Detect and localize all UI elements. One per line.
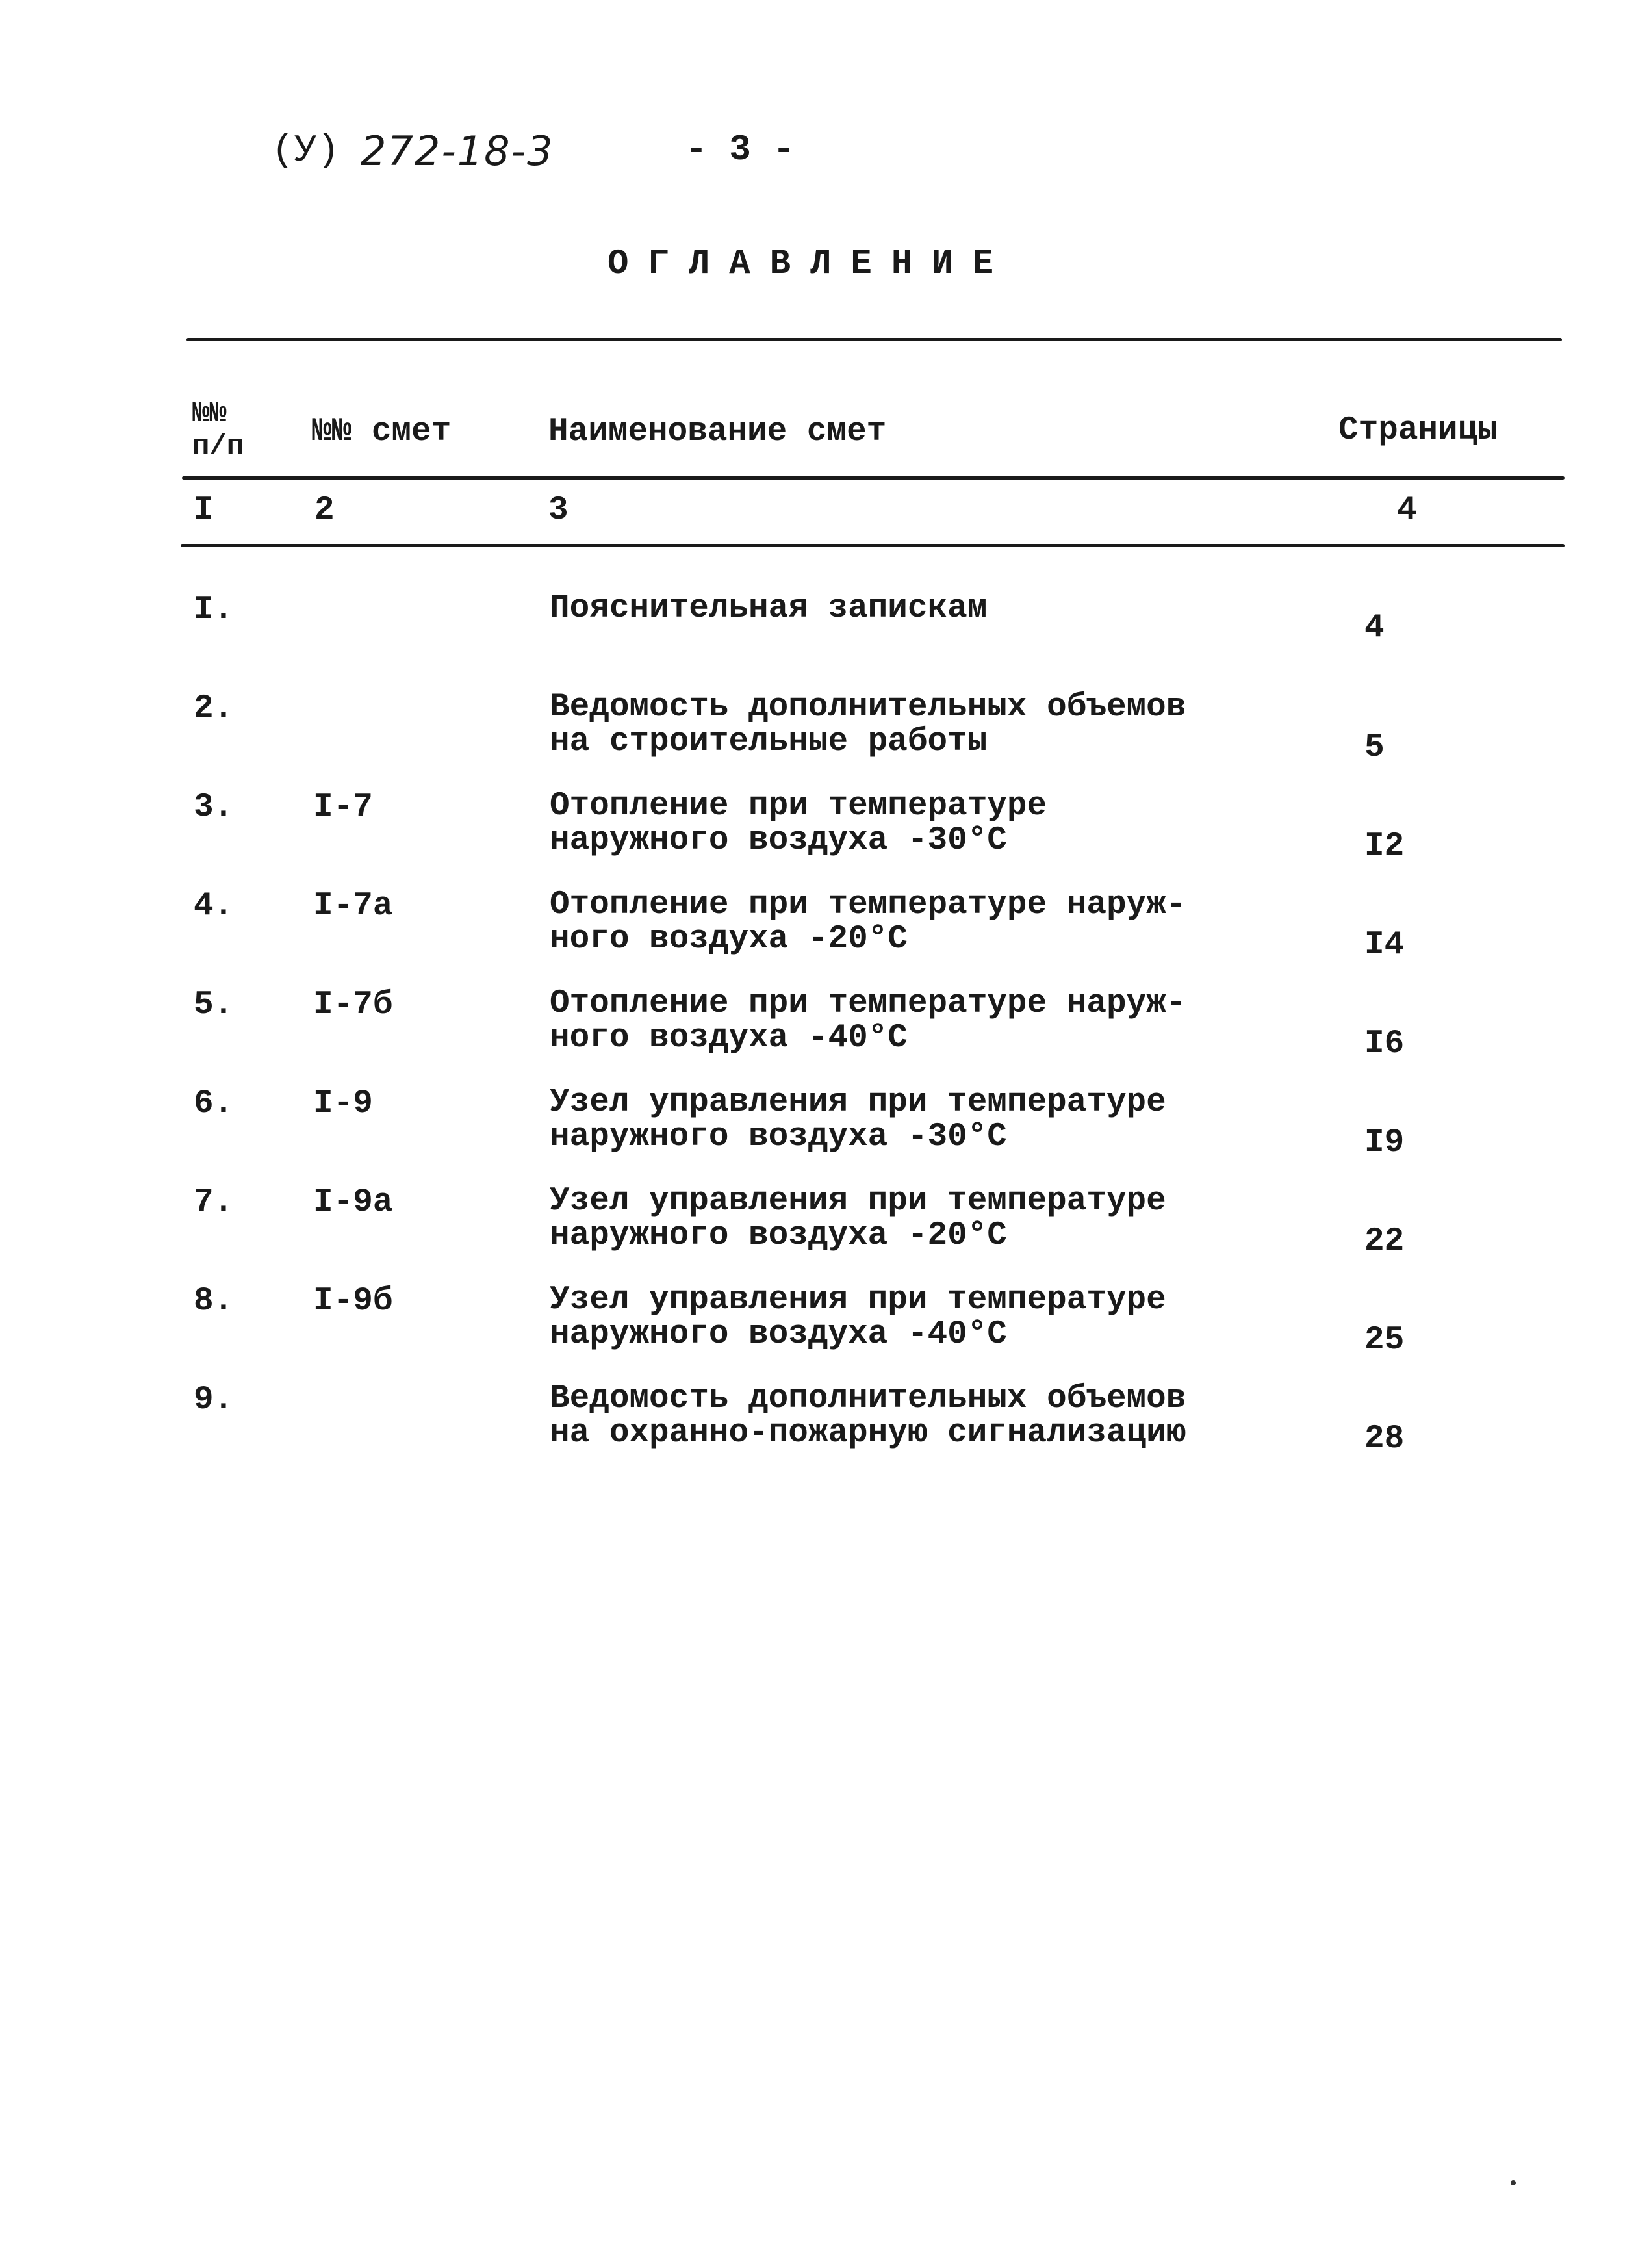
toc-row (0, 1085, 1636, 1183)
estimate-code: I-9а (313, 1184, 393, 1221)
header-rule (182, 476, 1565, 480)
doc-code-prefix: (У) (272, 130, 340, 172)
doc-code-handwritten: 272-18-3 (361, 127, 554, 175)
estimate-name: Узел управления при температуре наружного воздуха -20°С (550, 1183, 1166, 1254)
row-number: 2. (194, 690, 234, 727)
page-ref: 25 (1364, 1322, 1405, 1359)
column-numbers-rule (181, 544, 1565, 547)
estimate-name: Отопление при температуре наруж- ного воздуха -40°С (550, 985, 1186, 1057)
toc-row (0, 1184, 1636, 1282)
estimate-name: Ведомость дополнительных объемов на строительные работы (550, 689, 1186, 760)
col-header-pages: Страницы (1338, 412, 1498, 449)
page-ref: I6 (1364, 1025, 1405, 1063)
toc-row (0, 591, 1636, 689)
col-num-3: 3 (548, 492, 569, 529)
col-num-2: 2 (314, 492, 335, 529)
estimate-name: Отопление при температуре наруж- ного воздуха -20°С (550, 886, 1186, 958)
row-number: 3. (194, 789, 234, 826)
page-number: - 3 - (685, 129, 795, 170)
toc-row (0, 1382, 1636, 1479)
speck (1511, 2180, 1516, 2185)
page-title: ОГЛАВЛЕНИЕ (607, 244, 1014, 284)
row-number: 9. (194, 1382, 234, 1419)
row-number: I. (194, 591, 234, 628)
col-header-num: №№ п/п (192, 398, 244, 463)
estimate-name: Пояснительная запискам (550, 590, 988, 627)
top-rule (186, 338, 1562, 341)
col-num-1: I (194, 492, 214, 529)
page-ref: 22 (1364, 1223, 1405, 1260)
row-number: 5. (194, 986, 234, 1024)
page-ref: 28 (1364, 1421, 1405, 1458)
row-number: 8. (194, 1283, 234, 1320)
page-ref: 5 (1364, 729, 1385, 766)
estimate-name: Узел управления при температуре наружного воздуха -40°С (550, 1282, 1166, 1353)
toc-row (0, 789, 1636, 886)
page-ref: I9 (1364, 1124, 1405, 1161)
row-number: 4. (194, 888, 234, 925)
toc-row (0, 986, 1636, 1084)
page-ref: I2 (1364, 828, 1405, 865)
row-number: 7. (194, 1184, 234, 1221)
col-header-code: №№ смет (312, 413, 452, 450)
estimate-code: I-7б (313, 986, 393, 1024)
page-ref: 4 (1364, 610, 1385, 647)
estimate-code: I-9 (313, 1085, 373, 1122)
row-number: 6. (194, 1085, 234, 1122)
estimate-name: Узел управления при температуре наружного воздуха -30°С (550, 1084, 1166, 1155)
estimate-name: Ведомость дополнительных объемов на охранно-пожарную сигнализацию (550, 1380, 1186, 1452)
toc-row (0, 888, 1636, 985)
estimate-code: I-7 (313, 789, 373, 826)
estimate-code: I-7а (313, 888, 393, 925)
col-num-4: 4 (1397, 492, 1417, 529)
page-ref: I4 (1364, 927, 1405, 964)
toc-row (0, 690, 1636, 788)
estimate-code: I-9б (313, 1283, 393, 1320)
estimate-name: Отопление при температуре наружного воздуха -30°С (550, 788, 1047, 859)
col-header-name: Наименование смет (548, 413, 887, 450)
toc-row (0, 1283, 1636, 1380)
